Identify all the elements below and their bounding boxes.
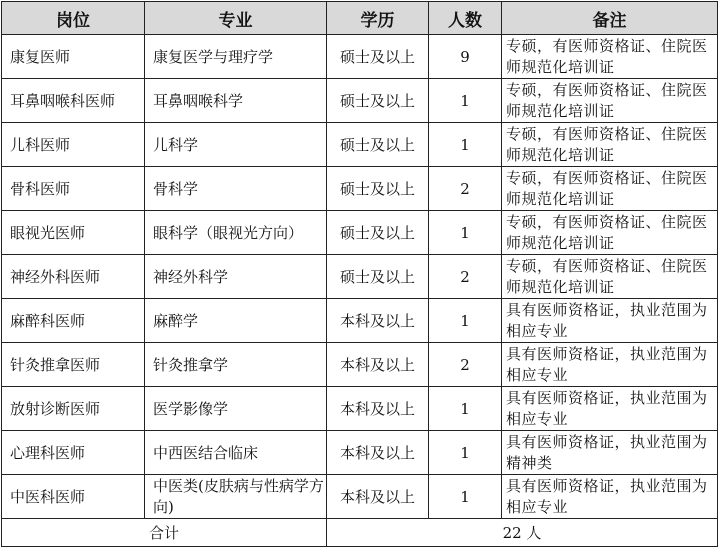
cell-major: 耳鼻咽喉科学 bbox=[145, 79, 327, 123]
cell-position: 耳鼻咽喉科医师 bbox=[2, 79, 145, 123]
cell-position: 神经外科医师 bbox=[2, 255, 145, 299]
cell-education: 硕士及以上 bbox=[327, 123, 429, 167]
header-major: 专业 bbox=[145, 2, 327, 35]
cell-count: 1 bbox=[429, 299, 502, 343]
cell-note: 专硕，有医师资格证、住院医师规范化培训证 bbox=[502, 123, 718, 167]
total-label: 合计 bbox=[2, 519, 327, 547]
cell-position: 中医科医师 bbox=[2, 475, 145, 519]
cell-major: 针灸推拿学 bbox=[145, 343, 327, 387]
cell-position: 针灸推拿医师 bbox=[2, 343, 145, 387]
cell-education: 硕士及以上 bbox=[327, 211, 429, 255]
cell-note: 具有医师资格证，执业范围为精神类 bbox=[502, 431, 718, 475]
cell-note: 具有医师资格证，执业范围为相应专业 bbox=[502, 475, 718, 519]
cell-note: 专硕，有医师资格证、住院医师规范化培训证 bbox=[502, 79, 718, 123]
table-row bbox=[2, 123, 718, 167]
table-row bbox=[2, 35, 718, 79]
cell-education: 硕士及以上 bbox=[327, 255, 429, 299]
cell-note: 专硕，有医师资格证、住院医师规范化培训证 bbox=[502, 35, 718, 79]
cell-education: 硕士及以上 bbox=[327, 79, 429, 123]
table-row bbox=[2, 431, 718, 475]
cell-major: 中医类(皮肤病与性病学方向) bbox=[145, 475, 327, 519]
cell-position: 麻醉科医师 bbox=[2, 299, 145, 343]
cell-major: 麻醉学 bbox=[145, 299, 327, 343]
table-row bbox=[2, 299, 718, 343]
cell-major: 儿科学 bbox=[145, 123, 327, 167]
header-education: 学历 bbox=[327, 2, 429, 35]
cell-count: 1 bbox=[429, 79, 502, 123]
cell-count: 2 bbox=[429, 255, 502, 299]
cell-position: 心理科医师 bbox=[2, 431, 145, 475]
cell-count: 9 bbox=[429, 35, 502, 79]
cell-major: 神经外科学 bbox=[145, 255, 327, 299]
cell-major: 康复医学与理疗学 bbox=[145, 35, 327, 79]
cell-count: 2 bbox=[429, 167, 502, 211]
cell-note: 专硕，有医师资格证、住院医师规范化培训证 bbox=[502, 255, 718, 299]
cell-note: 专硕，有医师资格证、住院医师规范化培训证 bbox=[502, 211, 718, 255]
cell-education: 本科及以上 bbox=[327, 431, 429, 475]
cell-count: 2 bbox=[429, 343, 502, 387]
cell-note: 具有医师资格证，执业范围为相应专业 bbox=[502, 343, 718, 387]
table-row bbox=[2, 255, 718, 299]
table-row bbox=[2, 211, 718, 255]
cell-position: 眼视光医师 bbox=[2, 211, 145, 255]
cell-education: 本科及以上 bbox=[327, 475, 429, 519]
cell-education: 本科及以上 bbox=[327, 299, 429, 343]
table-row bbox=[2, 475, 718, 519]
table-row bbox=[2, 387, 718, 431]
table-row bbox=[2, 343, 718, 387]
cell-position: 放射诊断医师 bbox=[2, 387, 145, 431]
table-row bbox=[2, 167, 718, 211]
cell-count: 1 bbox=[429, 211, 502, 255]
table-header-row bbox=[2, 2, 718, 35]
cell-education: 硕士及以上 bbox=[327, 167, 429, 211]
cell-note: 具有医师资格证，执业范围为相应专业 bbox=[502, 299, 718, 343]
cell-major: 中西医结合临床 bbox=[145, 431, 327, 475]
table-row bbox=[2, 79, 718, 123]
header-note: 备注 bbox=[502, 2, 718, 35]
cell-major: 骨科学 bbox=[145, 167, 327, 211]
cell-count: 1 bbox=[429, 475, 502, 519]
recruitment-table bbox=[1, 1, 718, 547]
header-count: 人数 bbox=[429, 2, 502, 35]
cell-major: 眼科学（眼视光方向） bbox=[145, 211, 327, 255]
cell-count: 1 bbox=[429, 123, 502, 167]
cell-major: 医学影像学 bbox=[145, 387, 327, 431]
cell-note: 具有医师资格证，执业范围为相应专业 bbox=[502, 387, 718, 431]
cell-count: 1 bbox=[429, 387, 502, 431]
cell-position: 康复医师 bbox=[2, 35, 145, 79]
cell-count: 1 bbox=[429, 431, 502, 475]
cell-position: 骨科医师 bbox=[2, 167, 145, 211]
cell-education: 硕士及以上 bbox=[327, 35, 429, 79]
total-value: 22 人 bbox=[327, 519, 718, 547]
total-row bbox=[2, 519, 718, 547]
cell-education: 本科及以上 bbox=[327, 387, 429, 431]
cell-note: 专硕，有医师资格证、住院医师规范化培训证 bbox=[502, 167, 718, 211]
header-position: 岗位 bbox=[2, 2, 145, 35]
cell-position: 儿科医师 bbox=[2, 123, 145, 167]
cell-education: 本科及以上 bbox=[327, 343, 429, 387]
